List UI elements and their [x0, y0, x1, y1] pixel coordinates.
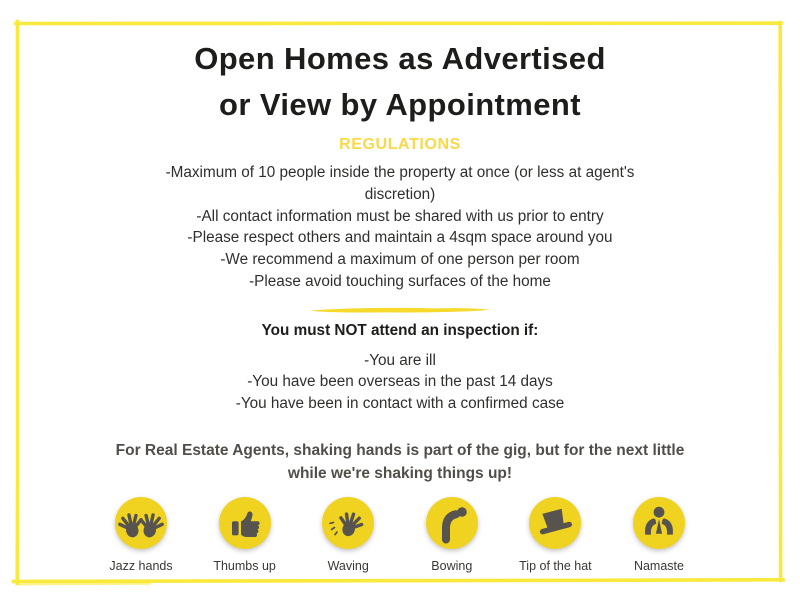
greeting-label: Waving [327, 558, 369, 573]
yellow-brush-divider [307, 306, 493, 314]
regulation-item: -All contact information must be shared with us prior to entry [196, 207, 604, 225]
regulations-list [150, 162, 650, 293]
greeting-label: Jazz hands [109, 558, 173, 573]
restriction-item: -You are ill [364, 351, 436, 369]
restriction-item: -You have been in contact with a confirmed case [235, 395, 565, 413]
greeting-circle [219, 497, 271, 549]
regulation-item: -Please respect others and maintain a 4sqm space around you [187, 229, 613, 247]
regulations-heading: REGULATIONS [339, 136, 461, 153]
greeting-circle [426, 497, 478, 549]
greeting-item-bowing [403, 497, 501, 573]
regulation-item: -Maximum of 10 people inside the property at once (or less at agent's discretion) [165, 164, 635, 203]
restrictions-list [150, 350, 650, 415]
greeting-label: Tip of the hat [519, 558, 592, 573]
greeting-label: Bowing [431, 558, 473, 573]
greeting-item-thumbs-up [196, 497, 294, 573]
greeting-item-waving [299, 497, 397, 573]
title-line-1: Open Homes as Advertised [194, 41, 606, 76]
greetings-row [92, 497, 708, 573]
greeting-circle [115, 497, 167, 549]
greeting-label: Thumbs up [213, 558, 276, 573]
greeting-circle [322, 497, 374, 549]
greeting-circle [529, 497, 581, 549]
regulation-item: -We recommend a maximum of one person per room [220, 251, 580, 269]
greeting-item-namaste [610, 497, 708, 573]
top-hat-icon [529, 497, 581, 549]
greeting-item-tip-of-the-hat [506, 497, 604, 573]
thumbs-up-icon [219, 497, 271, 549]
restrictions-heading: You must NOT attend an inspection if: [261, 321, 539, 339]
waving-icon [322, 497, 374, 549]
agents-message: For Real Estate Agents, shaking hands is part of the gig, but for the next little while we're shaking things up! [115, 441, 685, 482]
title-line-2: or View by Appointment [219, 87, 581, 122]
namaste-icon [633, 497, 685, 549]
greeting-circle [633, 497, 685, 549]
greeting-label: Namaste [633, 558, 684, 573]
restriction-item: -You have been overseas in the past 14 days [247, 373, 553, 391]
page-title [0, 36, 800, 128]
bowing-icon [426, 497, 478, 549]
regulation-item: -Please avoid touching surfaces of the home [249, 272, 551, 290]
jazz-hands-icon [115, 497, 167, 549]
greeting-item-jazz-hands [92, 497, 190, 573]
